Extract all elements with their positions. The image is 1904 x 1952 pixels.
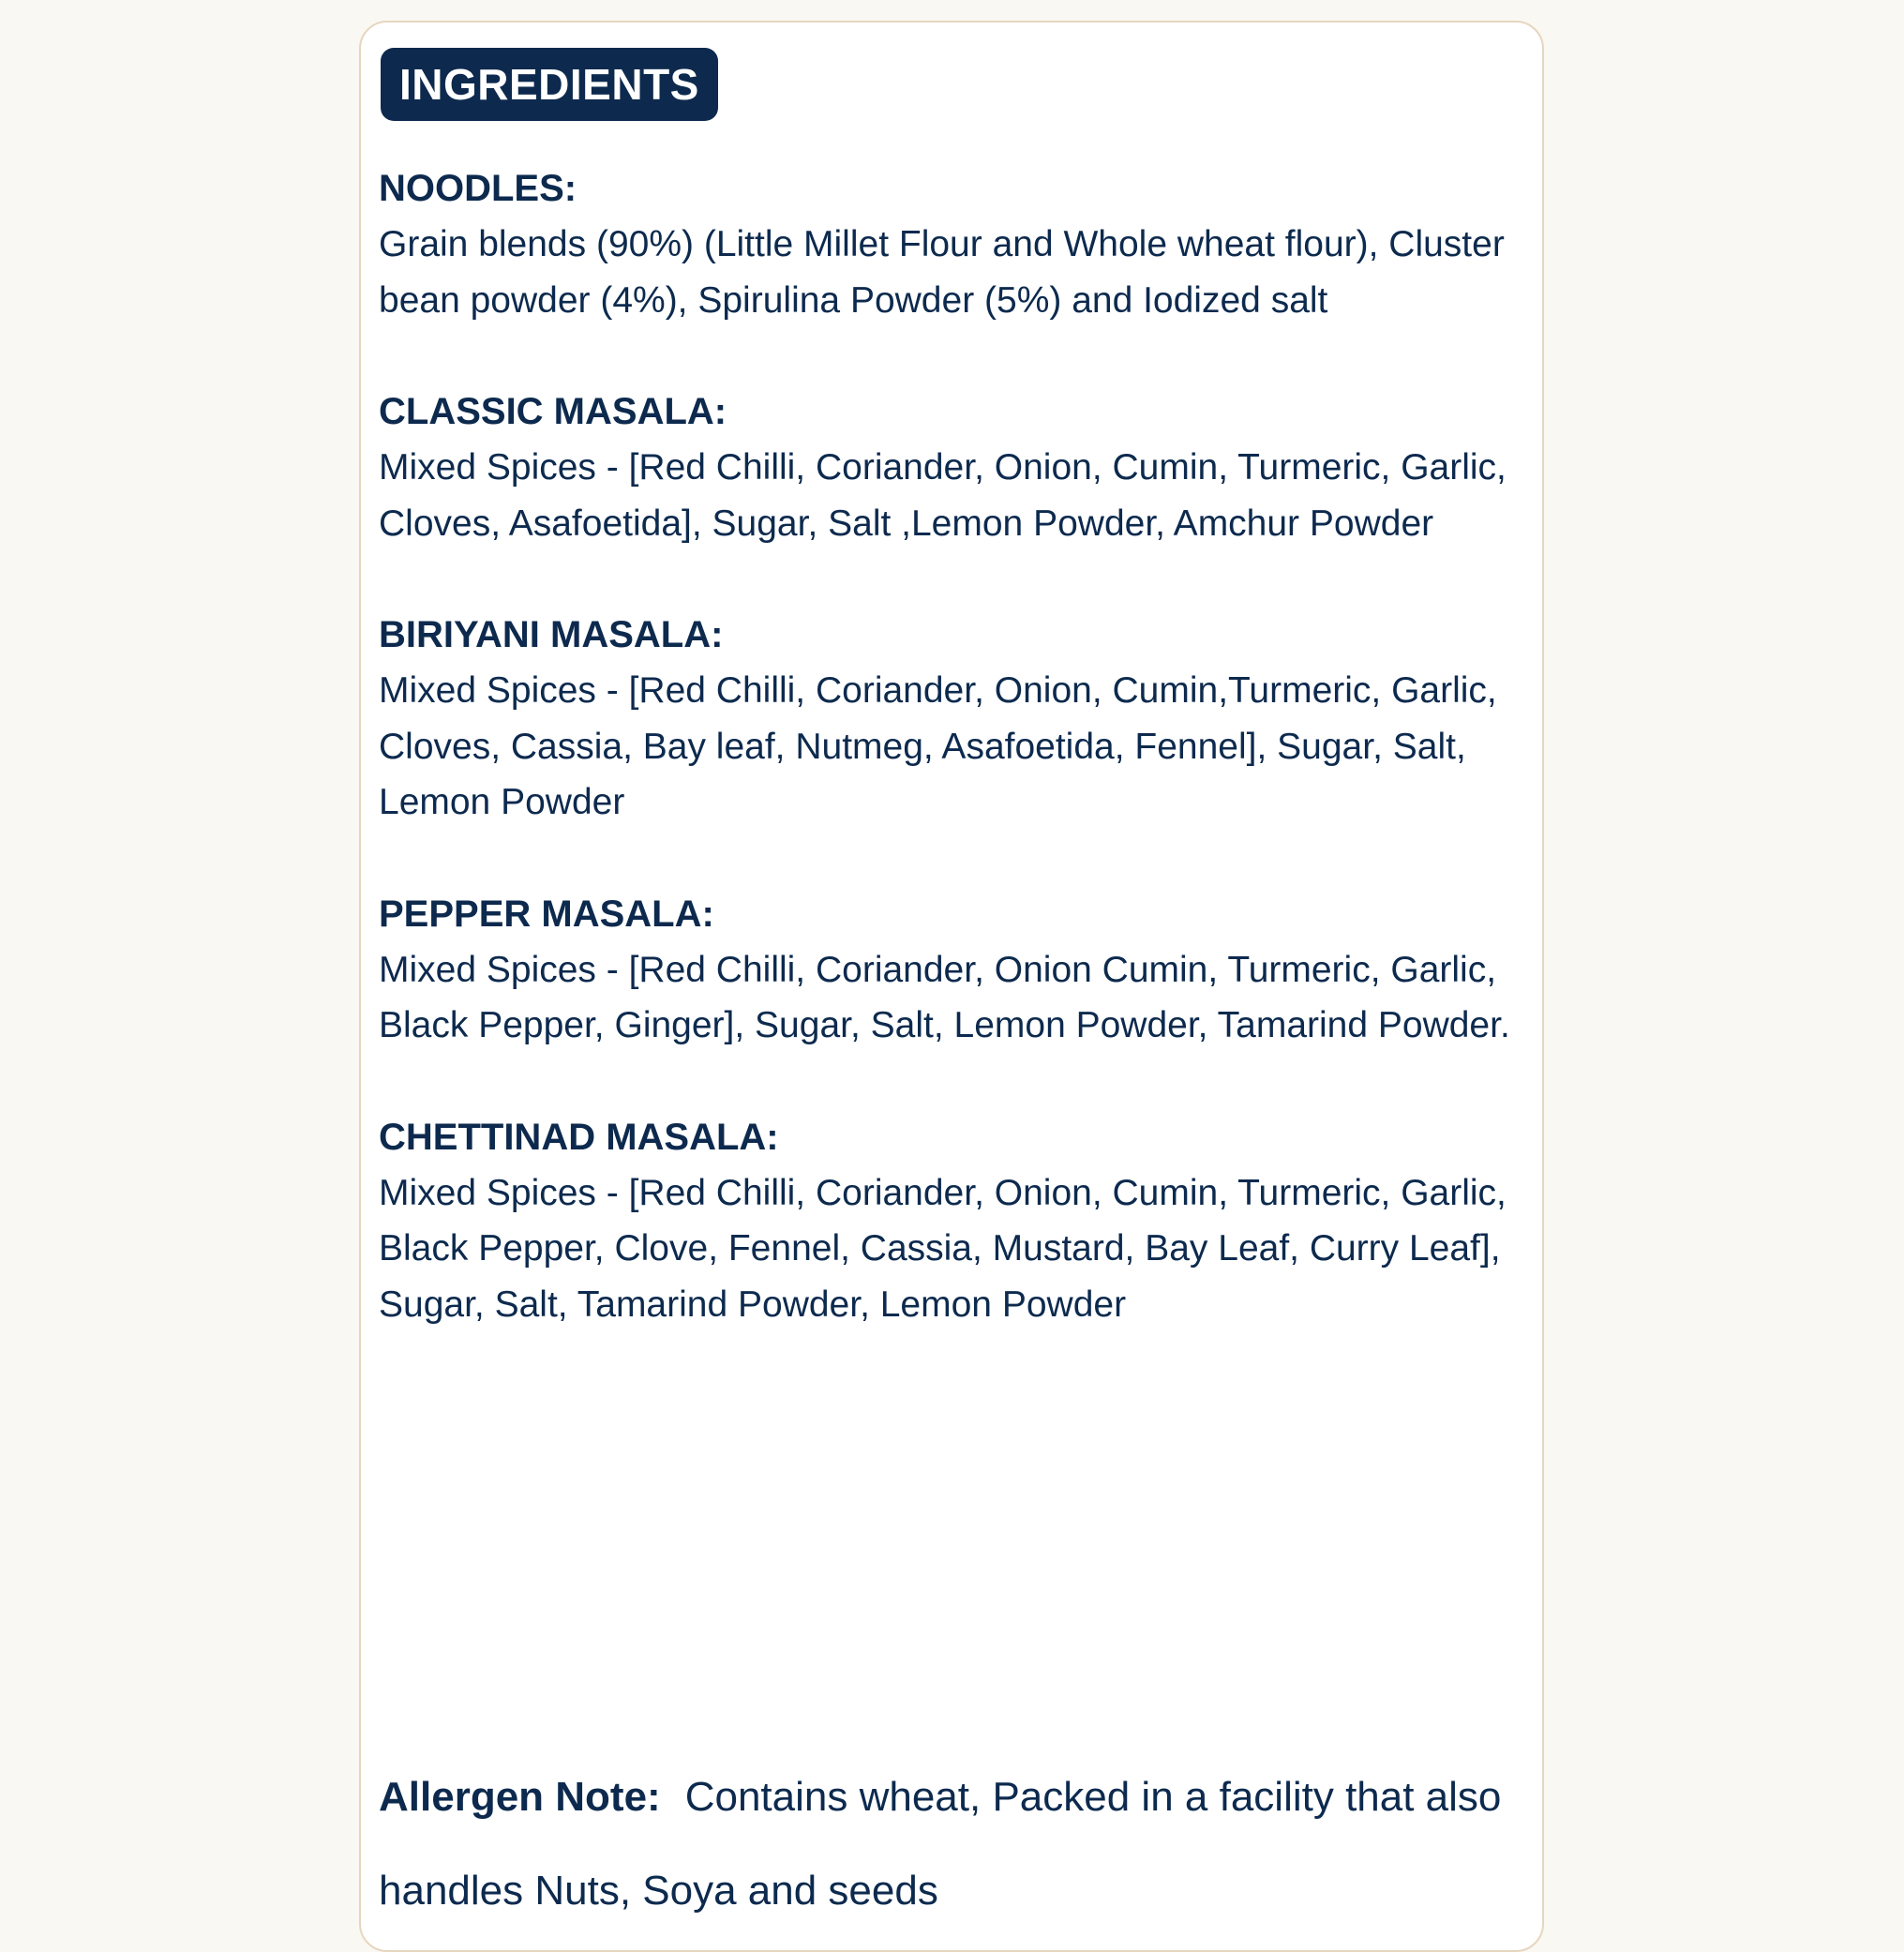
ingredients-badge: INGREDIENTS — [381, 48, 718, 121]
section-pepper-masala — [379, 887, 1541, 1054]
allergen-label: Allergen Note: — [379, 1774, 661, 1820]
ingredient-sections — [379, 161, 1541, 1389]
section-text: Grain blends (90%) (Little Millet Flour and Whole wheat flour), Cluster bean powder (4%), Spirulina Powder (5%) and Iodized salt — [379, 224, 1505, 321]
section-text: Mixed Spices - [Red Chilli, Coriander, Onion, Cumin, Turmeric, Garlic, Cloves, Asafoetida], Sugar, Salt ,Lemon Powder, Amchur Powder — [379, 447, 1507, 544]
ingredients-card — [359, 21, 1544, 1952]
section-noodles — [379, 161, 1541, 328]
section-text: Mixed Spices - [Red Chilli, Coriander, Onion Cumin, Turmeric, Garlic, Black Pepper, Ginger], Sugar, Salt, Lemon Powder, Tamarind Powder. — [379, 949, 1510, 1045]
section-title: BIRIYANI MASALA: — [379, 614, 724, 655]
section-classic-masala — [379, 384, 1541, 551]
section-text: Mixed Spices - [Red Chilli, Coriander, Onion, Cumin, Turmeric, Garlic, Black Pepper, Clove, Fennel, Cassia, Mustard, Bay Leaf, Curry Leaf], Sugar, Salt, Tamarind Powder, Lemon Powder — [379, 1172, 1507, 1325]
section-title: NOODLES: — [379, 168, 577, 209]
allergen-note — [379, 1750, 1541, 1938]
section-title: CHETTINAD MASALA: — [379, 1116, 779, 1158]
section-title: CLASSIC MASALA: — [379, 391, 727, 432]
section-title: PEPPER MASALA: — [379, 893, 714, 935]
section-chettinad-masala — [379, 1110, 1541, 1333]
section-biriyani-masala — [379, 608, 1541, 831]
allergen-text: Contains wheat, Packed in a facility that also handles Nuts, Soya and seeds — [379, 1774, 1502, 1914]
section-text: Mixed Spices - [Red Chilli, Coriander, Onion, Cumin,Turmeric, Garlic, Cloves, Cassia, Bay leaf, Nutmeg, Asafoetida, Fennel], Sugar, Salt, Lemon Powder — [379, 670, 1497, 822]
